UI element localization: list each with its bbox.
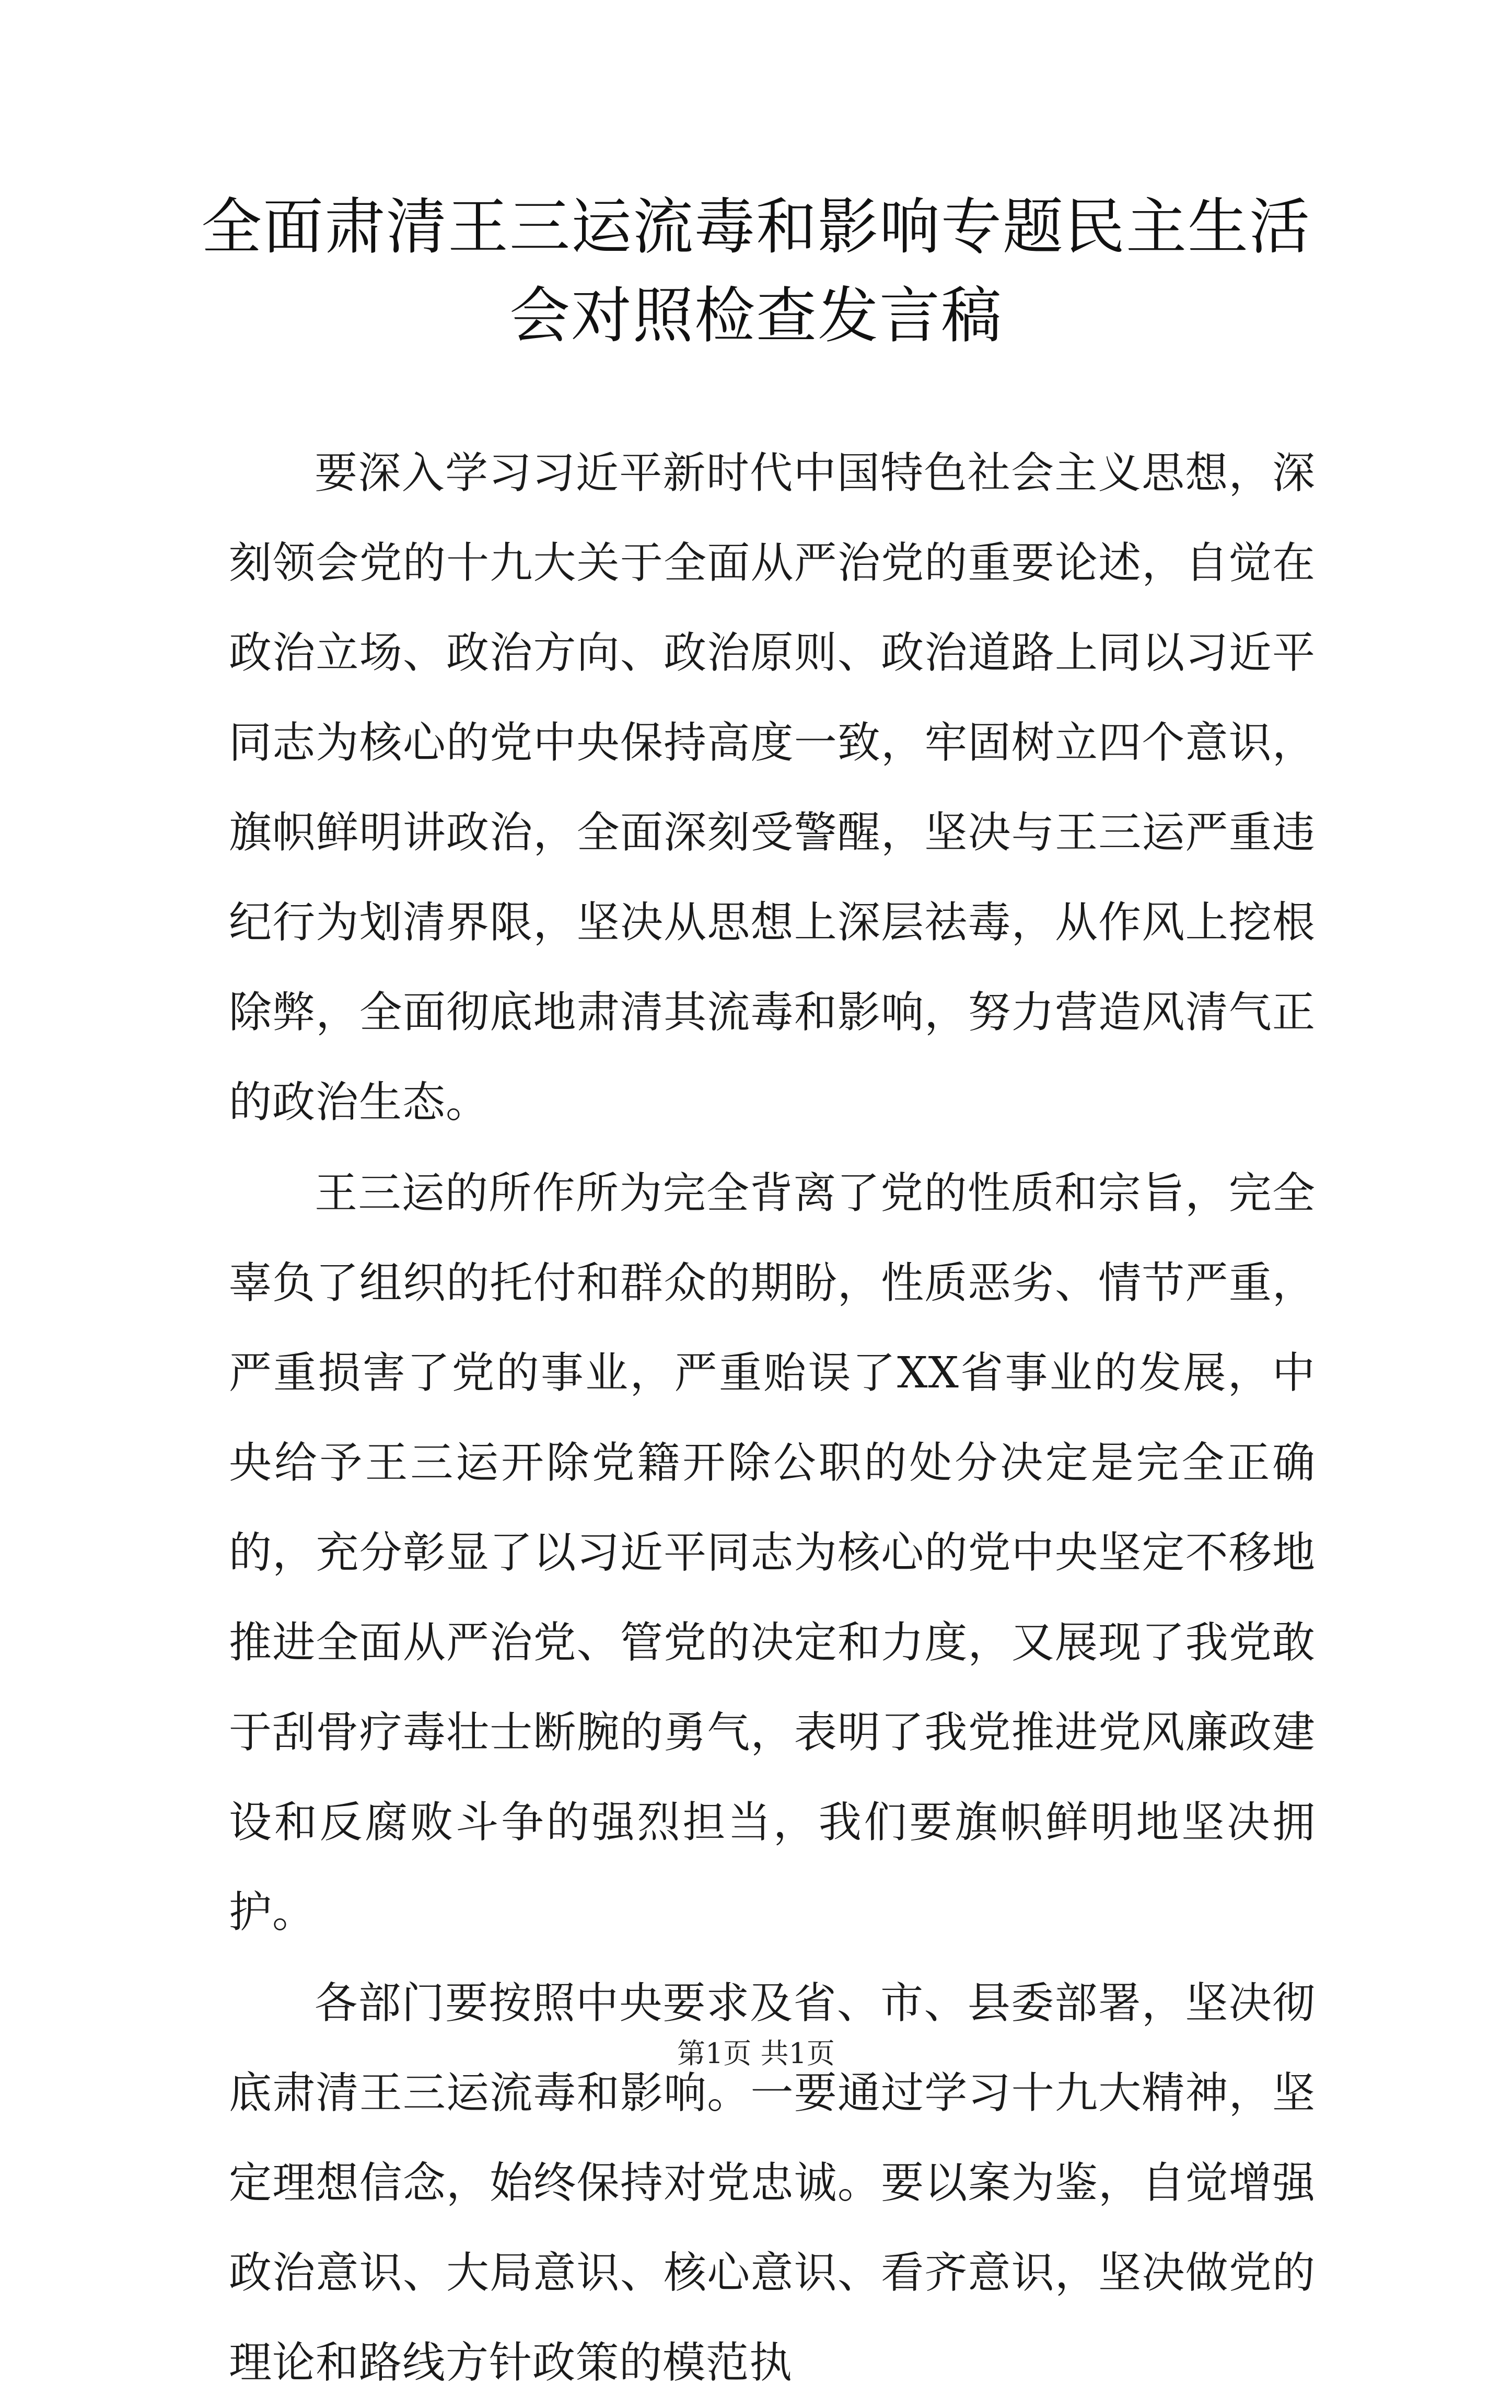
document-body [229, 429, 1316, 2408]
paragraph-2: 王三运的所作所为完全背离了党的性质和宗旨，完全辜负了组织的托付和群众的期盼，性质恶劣、情节严重，严重损害了党的事业，严重贻误了XX省事业的发展，中央给予王三运开除党籍开除公职的处分决定是完全正确的，充分彰显了以习近平同志为核心的党中央坚定不移地推进全面从严治党、管党的决定和力度，又展现了我党敢于刮骨疗毒壮士断腕的勇气，表明了我党推进党风廉政建设和反腐败斗争的强烈担当，我们要旗帜鲜明地坚决拥护。 [229, 1168, 1316, 1937]
paragraph-3: 各部门要按照中央要求及省、市、县委部署，坚决彻底肃清王三运流毒和影响。一要通过学习十九大精神，坚定理想信念，始终保持对党忠诚。要以案为鉴，自觉增强政治意识、大局意识、核心意识、看齐意识，坚决做党的理论和路线方针政策的模范执 [229, 1978, 1316, 2388]
document-title: 全面肃清王三运流毒和影响专题民主生活会对照检查发言稿 [201, 192, 1311, 351]
page-footer: 第1页 共1页 [677, 2037, 835, 2070]
paragraph-1: 要深入学习习近平新时代中国特色社会主义思想，深刻领会党的十九大关于全面从严治党的重要论述，自觉在政治立场、政治方向、政治原则、政治道路上同以习近平同志为核心的党中央保持高度一致，牢固树立四个意识，旗帜鲜明讲政治，全面深刻受警醒，坚决与王三运严重违纪行为划清界限，坚决从思想上深层祛毒，从作风上挖根除弊，全面彻底地肃清其流毒和影响，努力营造风清气正的政治生态。 [229, 448, 1316, 1127]
